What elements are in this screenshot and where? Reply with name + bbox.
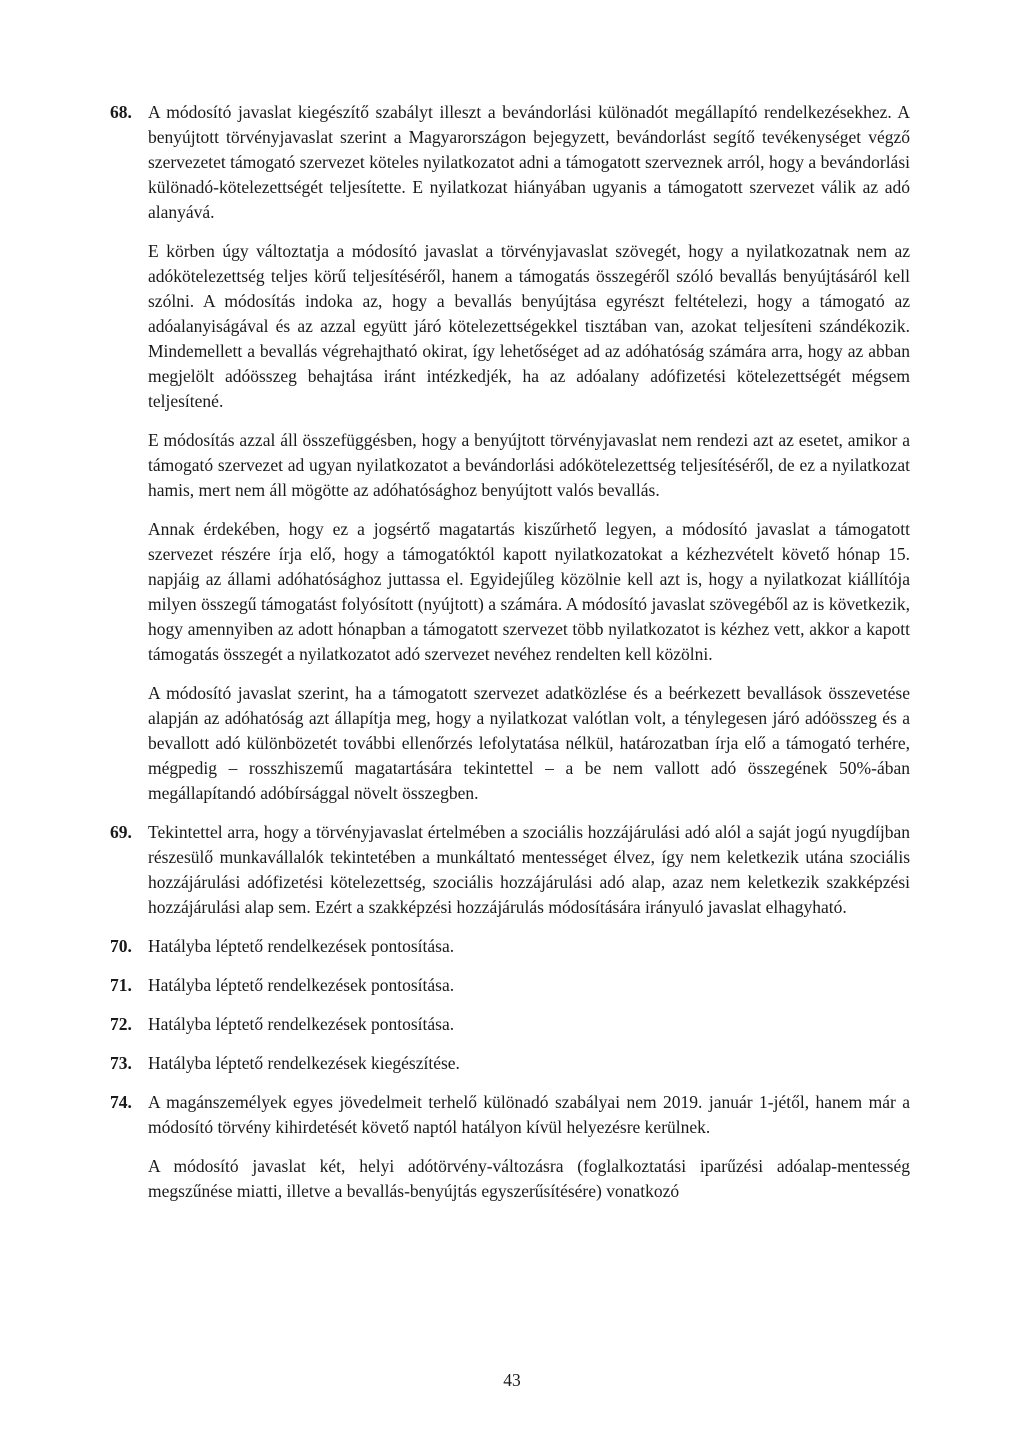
paragraph: A magánszemélyek egyes jövedelmeit terhelő különadó szabályai nem 2019. január 1-jétől, hanem már a módosító törvény kihirdetését követő naptól hatályon kívül helyezésre kerülnek.: [148, 1092, 910, 1137]
paragraph: Tekintettel arra, hogy a törvényjavaslat értelmében a szociális hozzájárulási adó alól a saját jogú nyugdíjban részesülő munkavállalók tekintetében a munkáltató mentességet élvez, így nem keletkezik utána szociális hozzájárulási adófizetési kötelezettség, szociális hozzájárulási adó alap, azaz nem keletkezik szakképzési hozzájárulási alap sem. Ezért a szakképzési hozzájárulás módosítására irányuló javaslat elhagyható.: [148, 822, 910, 917]
item-number: 73.: [110, 1053, 132, 1073]
item-number: 71.: [110, 975, 132, 995]
item-68: [110, 100, 910, 806]
item-number: 68.: [110, 102, 132, 122]
paragraph: E körben úgy változtatja a módosító javaslat a törvényjavaslat szövegét, hogy a nyilatkozatnak nem az adókötelezettség teljes körű teljesítéséről, hanem a támogatás összegéről szóló bevallás benyújtásáról kell szólni. A módosítás indoka az, hogy a bevallás benyújtása egyrészt feltételezi, hogy a támogató az adóalanyiságával és az azzal együtt járó kötelezettségekkel tisztában van, azokat teljesíteni szándékozik. Mindemellett a bevallás végrehajtható okirat, így lehetőséget ad az adóhatóság számára arra, hogy az abban megjelölt adóösszeg behajtása iránt intézkedjék, ha az adóalany adófizetési kötelezettségét mégsem teljesítené.: [148, 241, 910, 411]
paragraph: A módosító javaslat két, helyi adótörvény-változásra (foglalkoztatási iparűzési adóalap-mentesség megszűnése miatti, illetve a bevallás-benyújtás egyszerűsítésére) vonatkozó: [148, 1156, 910, 1201]
item-72: [110, 1012, 910, 1037]
page-number: 43: [503, 1370, 521, 1390]
item-number: 69.: [110, 822, 132, 842]
item-number: 70.: [110, 936, 132, 956]
paragraph: Hatályba léptető rendelkezések kiegészítése.: [148, 1053, 460, 1073]
item-number: 74.: [110, 1092, 132, 1112]
page-content: [110, 100, 910, 1218]
paragraph: Hatályba léptető rendelkezések pontosítása.: [148, 975, 455, 995]
item-71: [110, 973, 910, 998]
paragraph: A módosító javaslat kiegészítő szabályt illeszt a bevándorlási különadót megállapító rendelkezésekhez. A benyújtott törvényjavaslat szerint a Magyarországon bejegyzett, bevándorlást segítő tevékenységet végző szervezetet támogató szervezet köteles nyilatkozatot adni a támogatott szerveznek arról, hogy a bevándorlási különadó-kötelezettségét teljesítette. E nyilatkozat hiányában ugyanis a támogatott szervezet válik az adó alanyává.: [148, 102, 910, 222]
item-74: [110, 1090, 910, 1204]
paragraph: A módosító javaslat szerint, ha a támogatott szervezet adatközlése és a beérkezett bevallások összevetése alapján az adóhatóság azt állapítja meg, hogy a nyilatkozat valótlan volt, a ténylegesen járó adóösszeg és a bevallott adó különbözetét további ellenőrzés lefolytatása nélkül, határozatban írja elő a támogató terhére, mégpedig – rosszhiszemű magatartására tekintettel – a be nem vallott adó összegének 50%-ában megállapítandó adóbírsággal növelt összegben.: [148, 683, 910, 803]
paragraph: Annak érdekében, hogy ez a jogsértő magatartás kiszűrhető legyen, a módosító javaslat a támogatott szervezet részére írja elő, hogy a támogatóktól kapott nyilatkozatokat a kézhezvételt követő hónap 15. napjáig az állami adóhatósághoz juttassa el. Egyidejűleg közölnie kell azt is, hogy a nyilatkozat kiállítója milyen összegű támogatást folyósított (nyújtott) a számára. A módosító javaslat szövegéből az is következik, hogy amennyiben az adott hónapban a támogatott szervezet több nyilatkozatot is kézhez vett, akkor a kapott támogatás összegét a nyilatkozatot adó szervezet nevéhez rendelten kell közölni.: [148, 519, 910, 664]
item-70: [110, 934, 910, 959]
paragraph: Hatályba léptető rendelkezések pontosítása.: [148, 936, 455, 956]
item-number: 72.: [110, 1014, 132, 1034]
paragraph: Hatályba léptető rendelkezések pontosítása.: [148, 1014, 455, 1034]
item-69: [110, 820, 910, 920]
item-73: [110, 1051, 910, 1076]
paragraph: E módosítás azzal áll összefüggésben, hogy a benyújtott törvényjavaslat nem rendezi azt az esetet, amikor a támogató szervezet ad ugyan nyilatkozatot a bevándorlási adókötelezettség teljesítéséről, de ez a nyilatkozat hamis, mert nem áll mögötte az adóhatósághoz benyújtott valós bevallás.: [148, 430, 910, 500]
